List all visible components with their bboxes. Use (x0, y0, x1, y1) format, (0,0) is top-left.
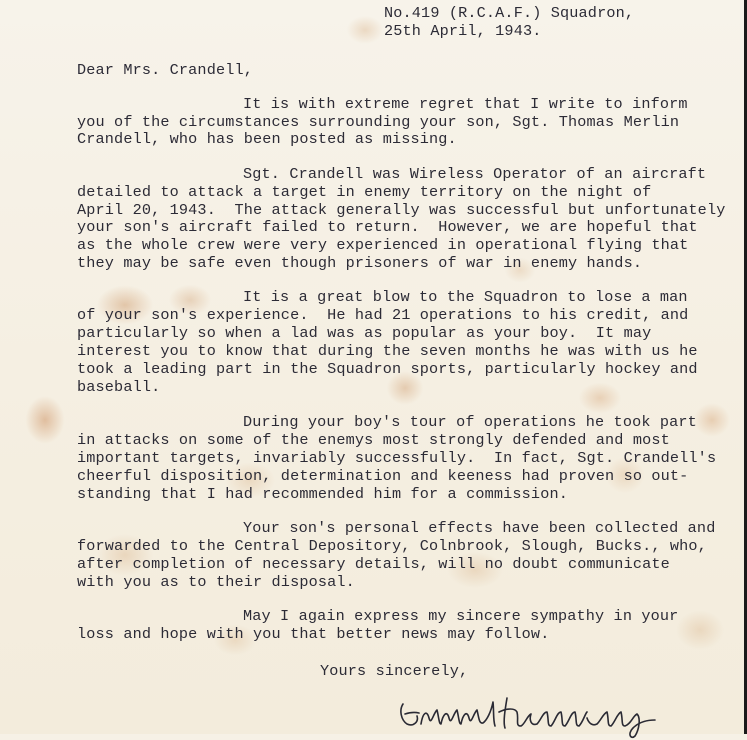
header-squadron: No.419 (R.C.A.F.) Squadron, (384, 4, 635, 22)
header-date: 25th April, 1943. (384, 22, 542, 40)
paragraph-3-line: of your son's experience. He had 21 operations to his credit, and (77, 306, 689, 324)
paragraph-2-line: they may be safe even though prisoners of war in enemy hands. (77, 254, 643, 272)
paragraph-2-line: as the whole crew were very experienced in operational flying that (77, 236, 689, 254)
handwritten-signature (395, 690, 695, 740)
closing: Yours sincerely, (320, 662, 469, 680)
paragraph-1-line: Crandell, who has been posted as missing. (77, 130, 457, 148)
paragraph-5-line: with you as to their disposal. (77, 573, 355, 591)
paragraph-5-line: after completion of necessary details, will no doubt communicate (77, 555, 670, 573)
paragraph-3-line: interest you to know that during the seven months he was with us he (77, 342, 698, 360)
paragraph-3-line: particularly so when a lad was as popular as your boy. It may (77, 324, 652, 342)
paragraph-3-line: It is a great blow to the Squadron to lose a man (243, 288, 688, 306)
paragraph-3-line: took a leading part in the Squadron sports, particularly hockey and (77, 360, 698, 378)
paragraph-1-line: you of the circumstances surrounding your son, Sgt. Thomas Merlin (77, 113, 680, 131)
paragraph-6-line: loss and hope with you that better news may follow. (77, 625, 550, 643)
paragraph-1-line: It is with extreme regret that I write to inform (243, 95, 688, 113)
paragraph-4-line: standing that I had recommended him for a commission. (77, 485, 568, 503)
paragraph-4-line: in attacks on some of the enemys most strongly defended and most (77, 431, 670, 449)
paragraph-6-line: May I again express my sincere sympathy in your (243, 607, 679, 625)
paragraph-4-line: important targets, invariably successfully. In fact, Sgt. Crandell's (77, 449, 717, 467)
paragraph-5-line: Your son's personal effects have been collected and (243, 519, 716, 537)
salutation: Dear Mrs. Crandell, (77, 61, 254, 79)
paragraph-4-line: During your boy's tour of operations he took part (243, 413, 697, 431)
paragraph-5-line: forwarded to the Central Depository, Colnbrook, Slough, Bucks., who, (77, 537, 707, 555)
paragraph-4-line: cheerful disposition, determination and keeness had proven so out- (77, 467, 689, 485)
paragraph-2-line: detailed to attack a target in enemy territory on the night of (77, 183, 652, 201)
paragraph-2-line: your son's aircraft failed to return. However, we are hopeful that (77, 218, 698, 236)
paragraph-2-line: Sgt. Crandell was Wireless Operator of an aircraft (243, 165, 707, 183)
paragraph-2-line: April 20, 1943. The attack generally was successful but unfortunately (77, 201, 726, 219)
paragraph-3-line: baseball. (77, 378, 161, 396)
